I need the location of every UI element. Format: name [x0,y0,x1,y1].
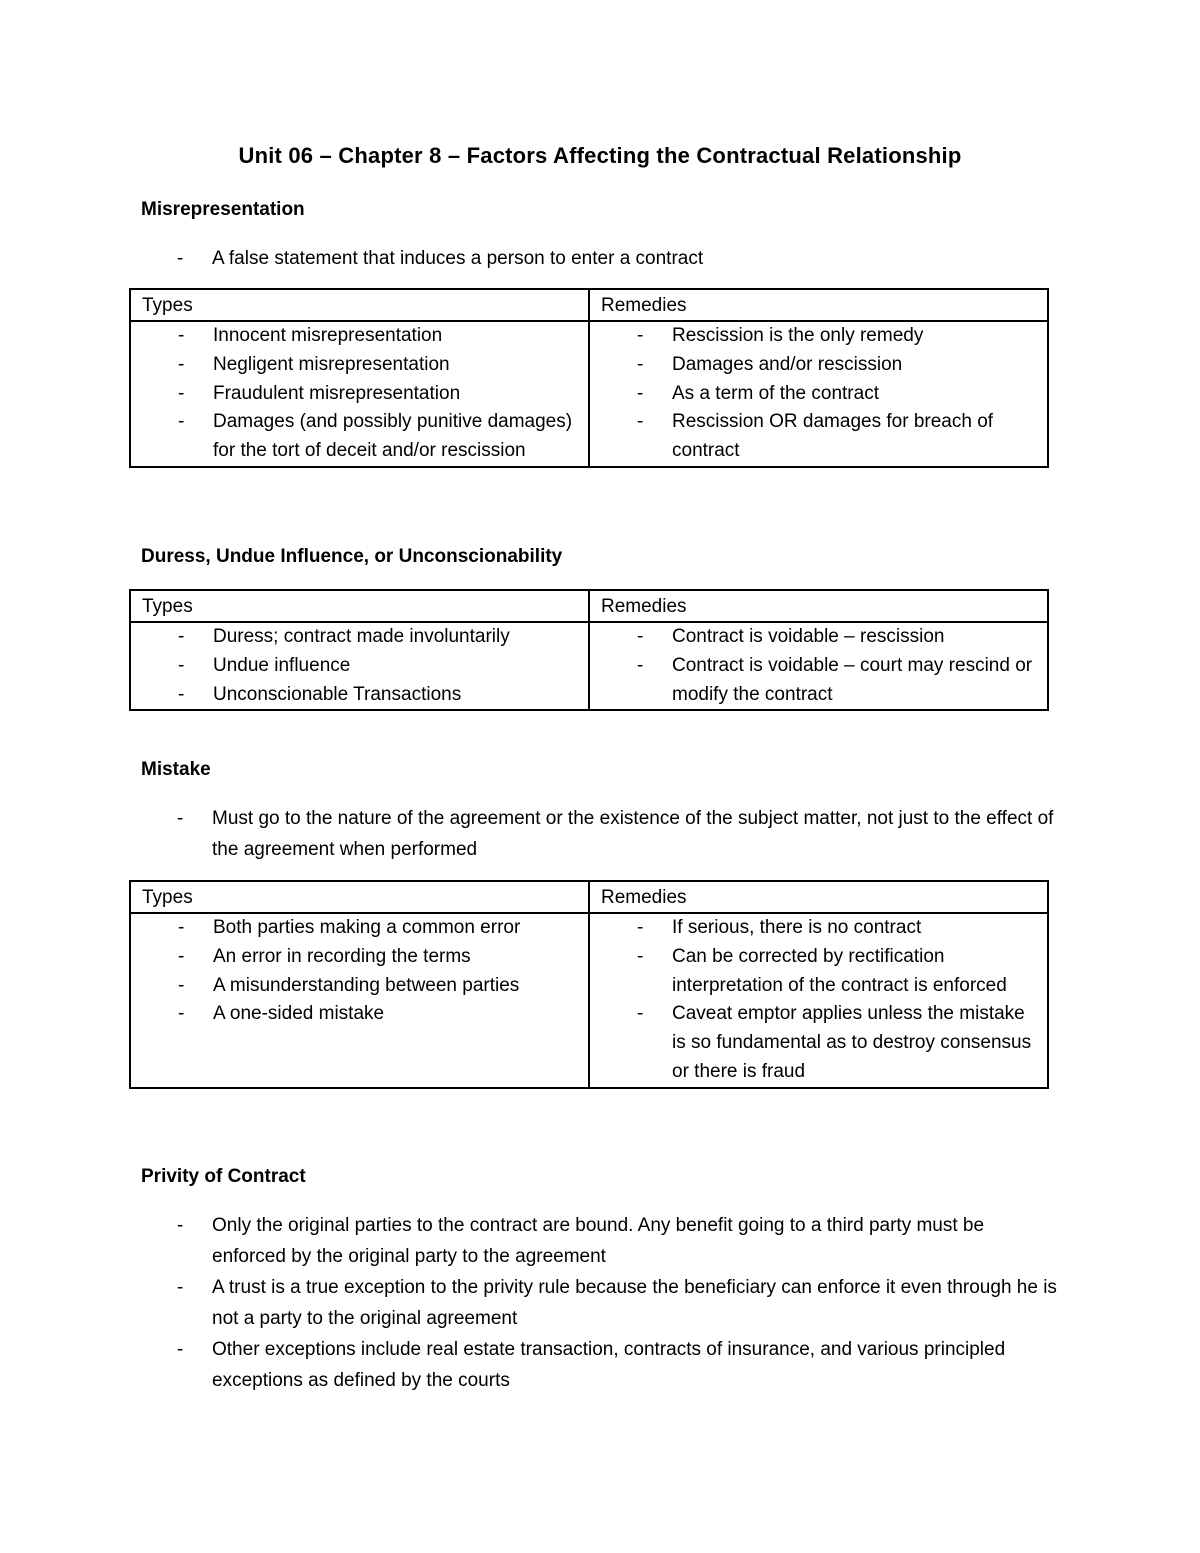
list-item: - Rescission OR damages for breach of contract [590,408,1047,466]
privity-bullets [141,1210,1061,1396]
remedies-header: Remedies [589,289,1048,321]
remedies-cell [589,622,1048,710]
remedies-cell [589,913,1048,1088]
list-item: - Unconscionable Transactions [131,681,588,710]
table-row [130,321,1048,467]
list-item: - Can be corrected by rectification interpretation of the contract is enforced [590,943,1047,1001]
list-item: - Contract is voidable – rescission [590,623,1047,652]
list-item: - Fraudulent misrepresentation [131,380,588,409]
types-cell [130,913,589,1088]
list-item: - Undue influence [131,652,588,681]
list-item: - An error in recording the terms [131,943,588,972]
bullet-item: - A trust is a true exception to the privity rule because the beneficiary can enforce it even through he is not a party to the original agreement [141,1272,1061,1334]
types-header: Types [130,881,589,913]
list-item: - A misunderstanding between parties [131,972,588,1001]
list-item: - Damages (and possibly punitive damages) for the tort of deceit and/or rescission [131,408,588,466]
misrepresentation-table [129,288,1049,468]
bullet-item: - A false statement that induces a person to enter a contract [141,243,1061,274]
list-item: - If serious, there is no contract [590,914,1047,943]
document-title: Unit 06 – Chapter 8 – Factors Affecting the Contractual Relationship [238,143,962,168]
types-cell [130,622,589,710]
mistake-bullets [141,803,1061,865]
list-item: - Innocent misrepresentation [131,322,588,351]
table-row [130,622,1048,710]
bullet-item: - Must go to the nature of the agreement or the existence of the subject matter, not just to the effect of the agreement when performed [141,803,1061,865]
heading-misrepresentation: Misrepresentation [141,199,305,220]
heading-privity: Privity of Contract [141,1166,306,1187]
types-header: Types [130,590,589,622]
remedies-header: Remedies [589,590,1048,622]
list-item: - Contract is voidable – court may rescind or modify the contract [590,652,1047,710]
list-item: - A one-sided mistake [131,1000,588,1029]
list-item: - Rescission is the only remedy [590,322,1047,351]
table-header-row [130,590,1048,622]
bullet-item: - Only the original parties to the contract are bound. Any benefit going to a third party must be enforced by the original party to the agreement [141,1210,1061,1272]
list-item: - Damages and/or rescission [590,351,1047,380]
list-item: - Caveat emptor applies unless the mistake is so fundamental as to destroy consensus or there is fraud [590,1000,1047,1086]
table-header-row [130,881,1048,913]
table-row [130,913,1048,1088]
remedies-cell [589,321,1048,467]
table-header-row [130,289,1048,321]
list-item: - Both parties making a common error [131,914,588,943]
mistake-table [129,880,1049,1089]
list-item: - Duress; contract made involuntarily [131,623,588,652]
duress-table [129,589,1049,711]
types-header: Types [130,289,589,321]
remedies-header: Remedies [589,881,1048,913]
list-item: - Negligent misrepresentation [131,351,588,380]
types-cell [130,321,589,467]
heading-mistake: Mistake [141,759,211,780]
bullet-item: - Other exceptions include real estate transaction, contracts of insurance, and various principled exceptions as defined by the courts [141,1334,1061,1396]
misrepresentation-bullets [141,243,1061,274]
list-item: - As a term of the contract [590,380,1047,409]
heading-duress: Duress, Undue Influence, or Unconscionability [141,546,563,567]
